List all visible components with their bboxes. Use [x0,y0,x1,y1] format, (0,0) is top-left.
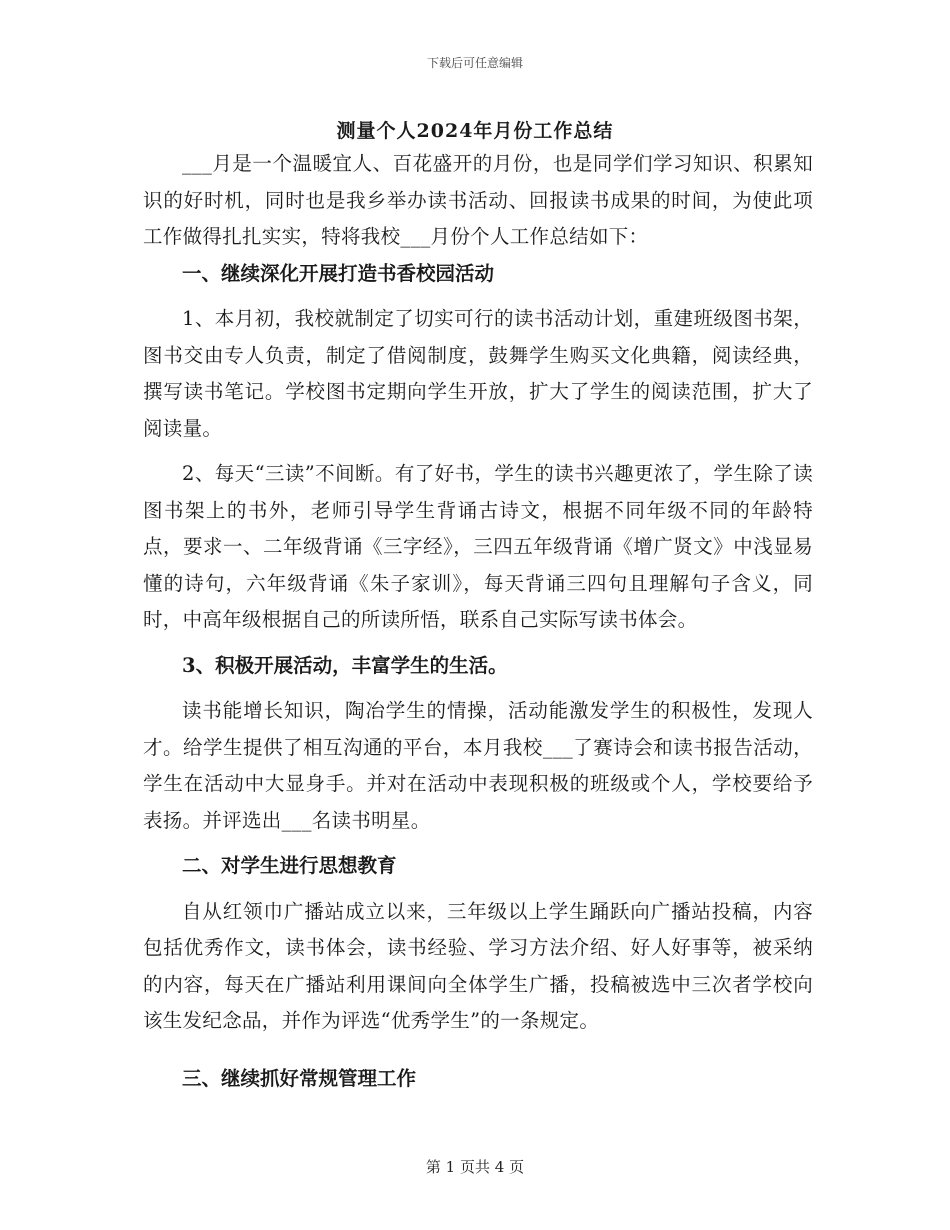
section-2-paragraph-1: 自从红领巾广播站成立以来，三年级以上学生踊跃向广播站投稿，内容包括优秀作文，读书体会，读书经验、学习方法介绍、好人好事等，被采纳的内容，每天在广播站利用课间向全体学生广播，投稿被选中三次者学校向该生发纪念品，并作为评选“优秀学生”的一条规定。 [143,899,813,1032]
section-1-paragraph-2: 2、每天“三读”不间断。有了好书，学生的读书兴趣更浓了，学生除了读图书架上的书外，老师引导学生背诵古诗文，根据不同年级不同的年龄特点，要求一、二年级背诵《三字经》，三四五年级背诵《增广贤文》中浅显易懂的诗句，六年级背诵《朱子家训》，每天背诵三四句且理解句子含义，同时，中高年级根据自己的所读所悟，联系自己实际写读书体会。 [143,462,813,631]
document-title: 测量个人2024年月份工作总结 [336,120,614,142]
intro-paragraph: ___月是一个温暖宜人、百花盛开的月份，也是同学们学习知识、积累知识的好时机，同时也是我乡举办读书活动、回报读书成果的时间，为使此项工作做得扎扎实实，特将我校___月份个人工作总结如下： [143,152,813,248]
section-1-subheading-3: 3、积极开展活动，丰富学生的生活。 [182,653,508,677]
section-1-paragraph-1: 1、本月初，我校就制定了切实可行的读书活动计划，重建班级图书架，图书交由专人负责，制定了借阅制度，鼓舞学生购买文化典籍，阅读经典，撰写读书笔记。学校图书定期向学生开放，扩大了学生的阅读范围，扩大了阅读量。 [143,307,813,440]
section-1-paragraph-3: 读书能增长知识，陶冶学生的情操，活动能激发学生的积极性，发现人才。给学生提供了相互沟通的平台，本月我校___了赛诗会和读书报告活动，学生在活动中大显身手。并对在活动中表现积极的班级或个人，学校要给予表扬。并评选出___名读书明星。 [143,699,813,832]
header-note: 下载后可任意编辑 [426,56,523,70]
section-1-heading: 一、继续深化开展打造书香校园活动 [182,261,495,285]
document-body [143,146,813,1097]
section-2-heading: 二、对学生进行思想教育 [182,854,397,877]
page-footer: 第 1 页共 4 页 [425,1158,525,1176]
section-3-heading: 三、继续抓好常规管理工作 [182,1066,417,1090]
